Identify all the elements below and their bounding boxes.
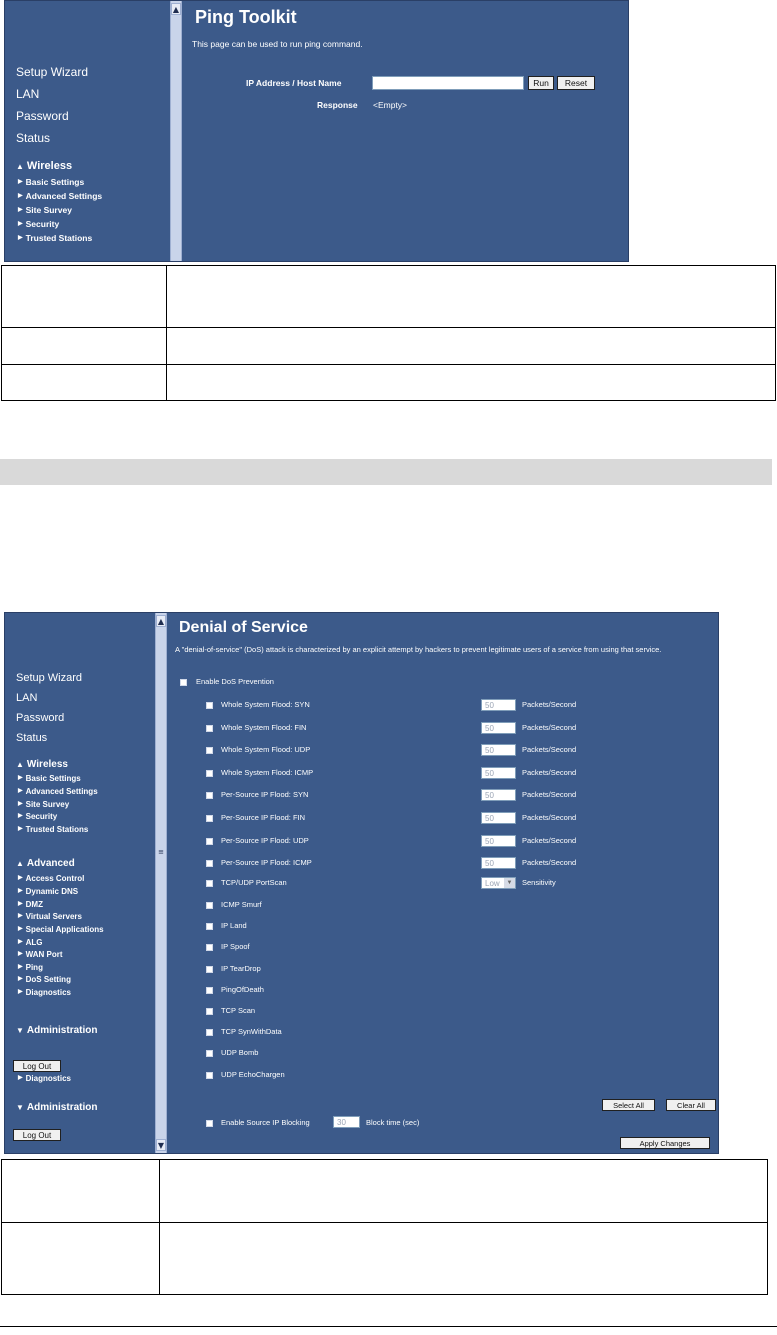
flag-icon: ▶ (18, 976, 23, 982)
nav-password[interactable]: Password (16, 712, 65, 724)
page-description: A "denial-of-service" (DoS) attack is characterized by an explicit attempt by hackers to prevent legitimate users of a service from using that service. (175, 645, 662, 654)
nav-advanced-heading[interactable] (16, 858, 75, 869)
table-row (2, 266, 776, 328)
flood-label: Per-Source IP Flood: FIN (221, 813, 306, 822)
ping-sidebar-scrollbar[interactable] (170, 1, 182, 261)
flood-rate-input[interactable]: 50 (481, 722, 516, 734)
nav-security[interactable] (18, 812, 57, 821)
attack-checkbox[interactable] (206, 966, 213, 973)
expand-up-icon: ▲ (16, 760, 24, 769)
nav-dynamic-dns[interactable] (18, 887, 78, 896)
nav-wireless-label: Wireless (26, 160, 73, 172)
attack-checkbox[interactable] (206, 1072, 213, 1079)
flood-checkbox[interactable] (206, 770, 213, 777)
flag-icon: ▶ (18, 813, 23, 819)
nav-item-label: Site Survey (25, 800, 70, 809)
flag-icon: ▶ (18, 939, 23, 945)
table-cell (160, 1223, 768, 1295)
nav-item-label: DMZ (25, 900, 43, 909)
nav-access-control[interactable] (18, 874, 84, 883)
collapse-down-icon: ▼ (16, 1103, 24, 1112)
response-value: <Empty> (373, 100, 408, 110)
portscan-label: TCP/UDP PortScan (221, 878, 287, 887)
nav-trusted-stations[interactable] (18, 233, 92, 243)
nav-item-label: Trusted Stations (25, 825, 89, 834)
flood-checkbox[interactable] (206, 838, 213, 845)
nav-dmz[interactable] (18, 900, 43, 909)
flood-rate-input[interactable]: 50 (481, 857, 516, 869)
nav-wan-port[interactable] (18, 950, 63, 959)
flood-rate-input[interactable]: 50 (481, 789, 516, 801)
nav-item-label: Advanced Settings (25, 787, 98, 796)
collapse-down-icon: ▼ (16, 1026, 24, 1035)
nav-item-label: Diagnostics (25, 988, 71, 997)
flood-label: Whole System Flood: SYN (221, 700, 310, 709)
apply-changes-button[interactable]: Apply Changes (620, 1137, 710, 1149)
flood-unit-label: Packets/Second (522, 723, 577, 732)
nav-basic-settings[interactable] (18, 774, 81, 783)
source-ip-blocking-label: Enable Source IP Blocking (221, 1118, 310, 1127)
expand-up-icon: ▲ (16, 859, 24, 868)
nav-item-label: Basic Settings (25, 177, 85, 187)
attack-checkbox[interactable] (206, 923, 213, 930)
flood-unit-label: Packets/Second (522, 745, 577, 754)
nav-ping[interactable] (18, 963, 43, 972)
nav-security[interactable] (18, 219, 59, 229)
select-all-button[interactable]: Select All (602, 1099, 655, 1111)
table-cell (167, 328, 776, 365)
attack-label: UDP EchoChargen (221, 1070, 285, 1079)
flag-icon: ▶ (18, 875, 23, 881)
flood-unit-label: Packets/Second (522, 813, 577, 822)
nav-administration-heading[interactable] (16, 1025, 97, 1036)
nav-advanced-settings[interactable] (18, 191, 102, 201)
dos-sidebar-scrollbar[interactable] (155, 613, 167, 1153)
block-time-input[interactable]: 30 (333, 1116, 360, 1128)
nav-item-label: Security (25, 219, 60, 229)
nav-item-label: Dynamic DNS (25, 887, 79, 896)
table-row (2, 1223, 768, 1295)
flag-icon: ▶ (18, 235, 23, 241)
run-button[interactable]: Run (528, 76, 554, 90)
attack-checkbox[interactable] (206, 987, 213, 994)
flag-icon: ▶ (18, 221, 23, 227)
flood-checkbox[interactable] (206, 815, 213, 822)
nav-status[interactable]: Status (16, 732, 48, 744)
flag-icon: ▶ (18, 193, 23, 199)
scroll-up-arrow-icon[interactable]: ▲ (172, 5, 180, 14)
nav-diagnostics[interactable] (18, 988, 71, 997)
nav-advanced-settings[interactable] (18, 787, 98, 796)
nav-wireless-label: Wireless (26, 759, 68, 770)
portscan-checkbox[interactable] (206, 880, 213, 887)
flag-icon: ▶ (18, 926, 23, 932)
attack-checkbox[interactable] (206, 1029, 213, 1036)
attack-label: PingOfDeath (221, 985, 264, 994)
ping-sidebar (5, 1, 170, 261)
flood-label: Whole System Flood: UDP (221, 745, 311, 754)
flood-rate-input[interactable]: 50 (481, 699, 516, 711)
nav-site-survey[interactable] (18, 800, 69, 809)
table-cell (2, 365, 167, 401)
nav-basic-settings[interactable] (18, 177, 84, 187)
flag-icon: ▶ (18, 788, 23, 794)
ip-address-input[interactable] (372, 76, 524, 90)
ip-address-label: IP Address / Host Name (246, 78, 342, 88)
flood-checkbox[interactable] (206, 792, 213, 799)
clear-all-button[interactable]: Clear All (666, 1099, 716, 1111)
dos-content (167, 613, 718, 1153)
attack-label: IP Spoof (221, 942, 250, 951)
nav-site-survey[interactable] (18, 205, 72, 215)
flood-checkbox[interactable] (206, 747, 213, 754)
table-cell (2, 1160, 160, 1223)
flood-unit-label: Packets/Second (522, 790, 577, 799)
nav-alg[interactable] (18, 938, 43, 947)
enable-dos-label: Enable DoS Prevention (196, 677, 274, 686)
flag-icon: ▶ (18, 964, 23, 970)
attack-checkbox[interactable] (206, 1050, 213, 1057)
nav-item-label: Virtual Servers (25, 912, 82, 921)
flood-label: Per-Source IP Flood: ICMP (221, 858, 312, 867)
page-description: This page can be used to run ping command. (192, 39, 363, 49)
sensitivity-label: Sensitivity (522, 878, 556, 887)
nav-wireless-heading[interactable] (16, 160, 72, 172)
ping-content (182, 1, 628, 261)
table-row (2, 328, 776, 365)
chevron-down-icon: ▼ (504, 878, 515, 888)
flag-icon: ▶ (18, 989, 23, 995)
nav-advanced-label: Advanced (26, 858, 75, 869)
attack-checkbox[interactable] (206, 902, 213, 909)
attack-label: UDP Bomb (221, 1048, 259, 1057)
nav-setup-wizard[interactable]: Setup Wizard (16, 672, 83, 684)
nav-item-label: Security (25, 812, 58, 821)
ping-toolkit-window (4, 0, 629, 262)
enable-dos-checkbox[interactable] (180, 679, 187, 686)
flag-icon: ▶ (18, 801, 23, 807)
flag-icon: ▶ (18, 913, 23, 919)
nav-item-label: Access Control (25, 874, 85, 883)
flag-icon: ▶ (18, 888, 23, 894)
dos-window (4, 612, 719, 1154)
response-label: Response (317, 100, 358, 110)
footer-rule (0, 1326, 777, 1327)
expand-up-icon: ▲ (16, 162, 24, 171)
nav-item-label: DoS Setting (25, 975, 71, 984)
flood-unit-label: Packets/Second (522, 768, 577, 777)
scroll-grip-icon[interactable]: ≡ (158, 848, 164, 856)
flag-icon: ▶ (18, 951, 23, 957)
nav-item-label: Diagnostics (25, 1074, 71, 1083)
ping-description-table (1, 265, 776, 401)
nav-item-label: Ping (25, 963, 43, 972)
nav-dos-setting[interactable] (18, 975, 71, 984)
sensitivity-value: Low (485, 879, 500, 888)
flood-unit-label: Packets/Second (522, 700, 577, 709)
sensitivity-select[interactable] (481, 877, 516, 889)
attack-checkbox[interactable] (206, 944, 213, 951)
dos-description-table (1, 1159, 768, 1295)
page-title: Denial of Service (179, 619, 308, 636)
table-cell (160, 1160, 768, 1223)
attack-label: TCP Scan (221, 1006, 256, 1015)
flag-icon: ▶ (18, 1075, 23, 1081)
flood-label: Whole System Flood: ICMP (221, 768, 314, 777)
table-cell (167, 365, 776, 401)
nav-item-label: Advanced Settings (25, 191, 103, 201)
nav-special-applications[interactable] (18, 925, 104, 934)
flood-label: Per-Source IP Flood: UDP (221, 836, 309, 845)
table-row (2, 1160, 768, 1223)
flood-checkbox[interactable] (206, 725, 213, 732)
flood-rate-input[interactable]: 50 (481, 744, 516, 756)
nav-item-label: ALG (25, 938, 43, 947)
table-row (2, 365, 776, 401)
reset-button[interactable]: Reset (557, 76, 595, 90)
flood-label: Whole System Flood: FIN (221, 723, 307, 732)
nav-status[interactable]: Status (16, 131, 51, 145)
flag-icon: ▶ (18, 826, 23, 832)
flag-icon: ▶ (18, 207, 23, 213)
nav-item-label: Basic Settings (25, 774, 81, 783)
attack-checkbox[interactable] (206, 1008, 213, 1015)
logout-button[interactable]: Log Out (13, 1060, 61, 1072)
scroll-up-arrow-icon[interactable]: ▲ (157, 617, 165, 626)
logout-button-2[interactable]: Log Out (13, 1129, 61, 1141)
source-ip-blocking-checkbox[interactable] (206, 1120, 213, 1127)
nav-virtual-servers[interactable] (18, 912, 82, 921)
flood-rate-input[interactable]: 50 (481, 767, 516, 779)
nav-item-label: Special Applications (25, 925, 104, 934)
nav-diagnostics-ghost[interactable] (18, 1074, 71, 1083)
flood-rate-input[interactable]: 50 (481, 835, 516, 847)
page-title: Ping Toolkit (195, 7, 297, 27)
nav-setup-wizard[interactable]: Setup Wizard (16, 65, 89, 79)
flag-icon: ▶ (18, 179, 23, 185)
attack-label: IP Land (221, 921, 247, 930)
table-cell (2, 266, 167, 328)
flood-checkbox[interactable] (206, 702, 213, 709)
table-cell (2, 328, 167, 365)
nav-lan[interactable]: LAN (16, 692, 38, 704)
nav-administration-label: Administration (26, 1102, 98, 1113)
nav-password[interactable]: Password (16, 109, 69, 123)
nav-wireless-heading[interactable] (16, 759, 68, 770)
attack-label: TCP SynWithData (221, 1027, 282, 1036)
flag-icon: ▶ (18, 901, 23, 907)
scroll-down-arrow-icon[interactable]: ▼ (157, 1141, 165, 1150)
dos-sidebar (5, 613, 155, 1153)
nav-administration-label: Administration (26, 1025, 98, 1036)
nav-lan[interactable]: LAN (16, 87, 40, 101)
nav-item-label: Trusted Stations (25, 233, 93, 243)
section-header-bar (0, 459, 772, 485)
flood-label: Per-Source IP Flood: SYN (221, 790, 309, 799)
flood-checkbox[interactable] (206, 860, 213, 867)
table-cell (2, 1223, 160, 1295)
flag-icon: ▶ (18, 775, 23, 781)
nav-item-label: Site Survey (25, 205, 72, 215)
flood-unit-label: Packets/Second (522, 836, 577, 845)
flood-rate-input[interactable]: 50 (481, 812, 516, 824)
nav-administration-heading-2[interactable] (16, 1102, 97, 1113)
nav-item-label: WAN Port (25, 950, 63, 959)
nav-trusted-stations[interactable] (18, 825, 88, 834)
table-cell (167, 266, 776, 328)
attack-label: IP TearDrop (221, 964, 261, 973)
flood-unit-label: Packets/Second (522, 858, 577, 867)
block-time-label: Block time (sec) (366, 1118, 420, 1127)
attack-label: ICMP Smurf (221, 900, 262, 909)
